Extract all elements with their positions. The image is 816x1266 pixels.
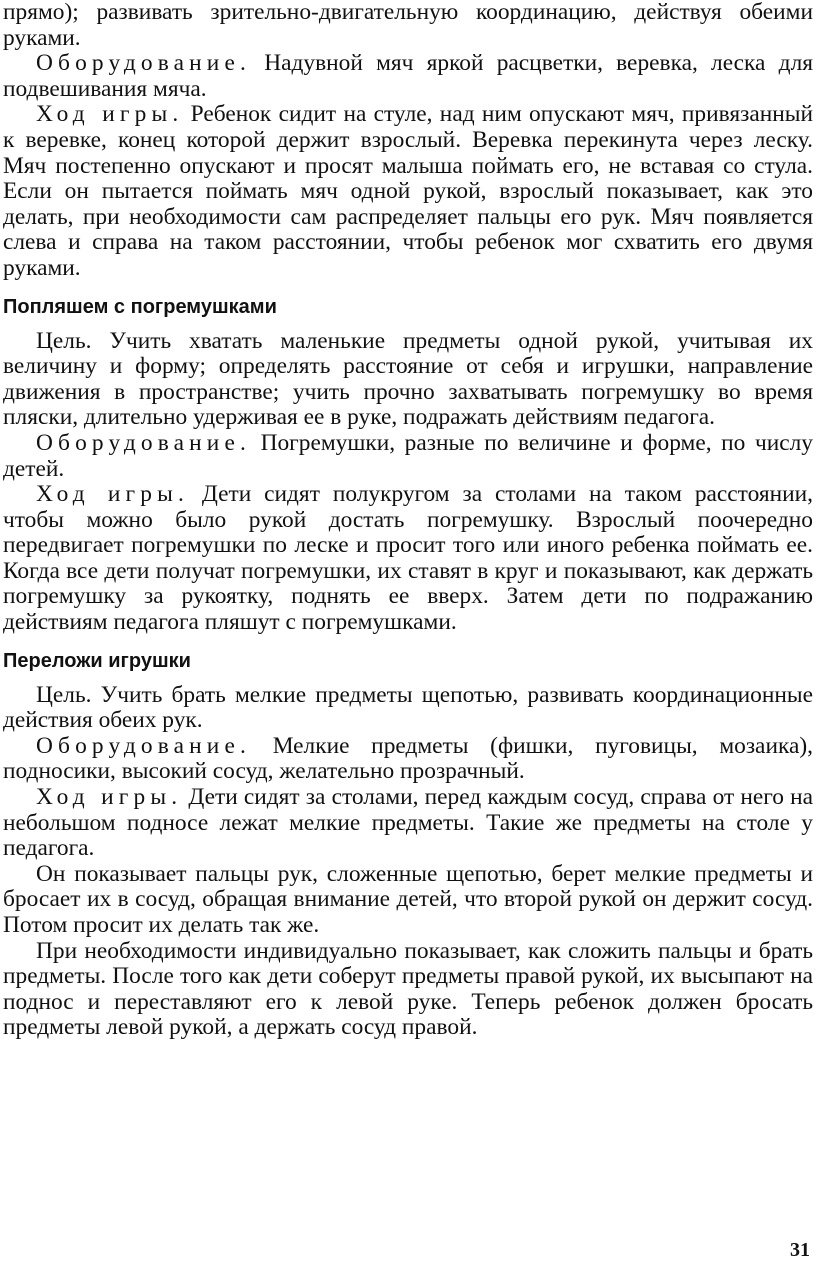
equipment-text: Погремушки, разные по величине и форме, по числу детей. bbox=[3, 429, 813, 482]
equipment-text: Мелкие предметы (фишки, пуговицы, мозаика), подносики, высокий сосуд, желательно прозрачный. bbox=[3, 732, 813, 785]
page-body bbox=[3, 0, 813, 1041]
intro-continuation: прямо); развивать зрительно-двигательную координацию, действуя обеими руками. bbox=[3, 0, 813, 51]
procedure-label: Ход игры. bbox=[36, 784, 183, 811]
section1-goal: Цель. Учить хватать маленькие предметы одной рукой, учитывая их величину и форму; определять расстояние от себя и игрушки, направление движения в пространстве; учить прочно захватывать погремушку во время пляски, длительно удерживая ее в руке, подражать действиям педагога. bbox=[3, 327, 813, 431]
procedure-text: Ребенок сидит на стуле, над ним опускают мяч, привязанный к веревке, конец которой держит взрослый. Веревка перекинута через леску. Мяч постепенно опускают и просят малыша поймать его, не вставая со стула. Если он пытается поймать мяч одной рукой, взрослый показывает, как это делать, при необходимости сам распределяет пальцы его рук. Мяч появляется слева и справа на таком расстоянии, чтобы ребенок мог схватить его двумя руками. bbox=[3, 101, 814, 281]
intro-procedure bbox=[3, 102, 813, 281]
section1-equipment bbox=[3, 431, 813, 482]
equipment-label: Оборудование. bbox=[36, 50, 251, 77]
section2-paragraph-3: При необходимости индивидуально показывает, как сложить пальцы и брать предметы. После того как дети соберут предметы правой рукой, их высыпают на поднос и переставляют его к левой руке. Теперь ребенок должен бросать предметы левой рукой, а держать сосуд правой. bbox=[3, 937, 813, 1041]
section1-procedure bbox=[3, 482, 813, 636]
procedure-label: Ход игры. bbox=[36, 101, 184, 128]
intro-equipment bbox=[3, 51, 813, 102]
procedure-label: Ход игры. bbox=[36, 481, 189, 508]
procedure-text: Дети сидят за столами, перед каждым сосуд, справа от него на небольшом подносе лежат мелкие предметы. Такие же предметы на столе у педагога. bbox=[3, 784, 814, 862]
section2-equipment bbox=[3, 734, 813, 785]
section-heading-toys: Переложи игрушки bbox=[3, 649, 191, 672]
procedure-text: Дети сидят полукругом за столами на таком расстоянии, чтобы можно было рукой достать погремушку. Взрослый поочередно передвигает погремушки по леске и просит того или иного ребенка поймать ее. Когда все дети получат погремушки, их ставят в круг и показывают, как держать погремушку за рукоятку, поднять ее вверх. Затем дети по подражанию действиям педагога пляшут с погремушками. bbox=[3, 481, 813, 636]
section2-procedure bbox=[3, 785, 813, 862]
page-number: 31 bbox=[790, 1239, 810, 1261]
equipment-text: Надувной мяч яркой расцветки, веревка, леска для подвешивания мяча. bbox=[3, 50, 813, 102]
equipment-label: Оборудование. bbox=[36, 429, 251, 456]
section2-goal: Цель. Учить брать мелкие предметы щепотью, развивать координационные действия обеих рук. bbox=[3, 681, 813, 734]
equipment-label: Оборудование. bbox=[36, 732, 251, 759]
section2-paragraph-2: Он показывает пальцы рук, сложенные щепотью, берет мелкие предметы и бросает их в сосуд, обращая внимание детей, что второй рукой он держит сосуд. Потом просит их делать так же. bbox=[3, 860, 813, 938]
section-heading-rattles: Попляшем с погремушками bbox=[3, 295, 277, 318]
